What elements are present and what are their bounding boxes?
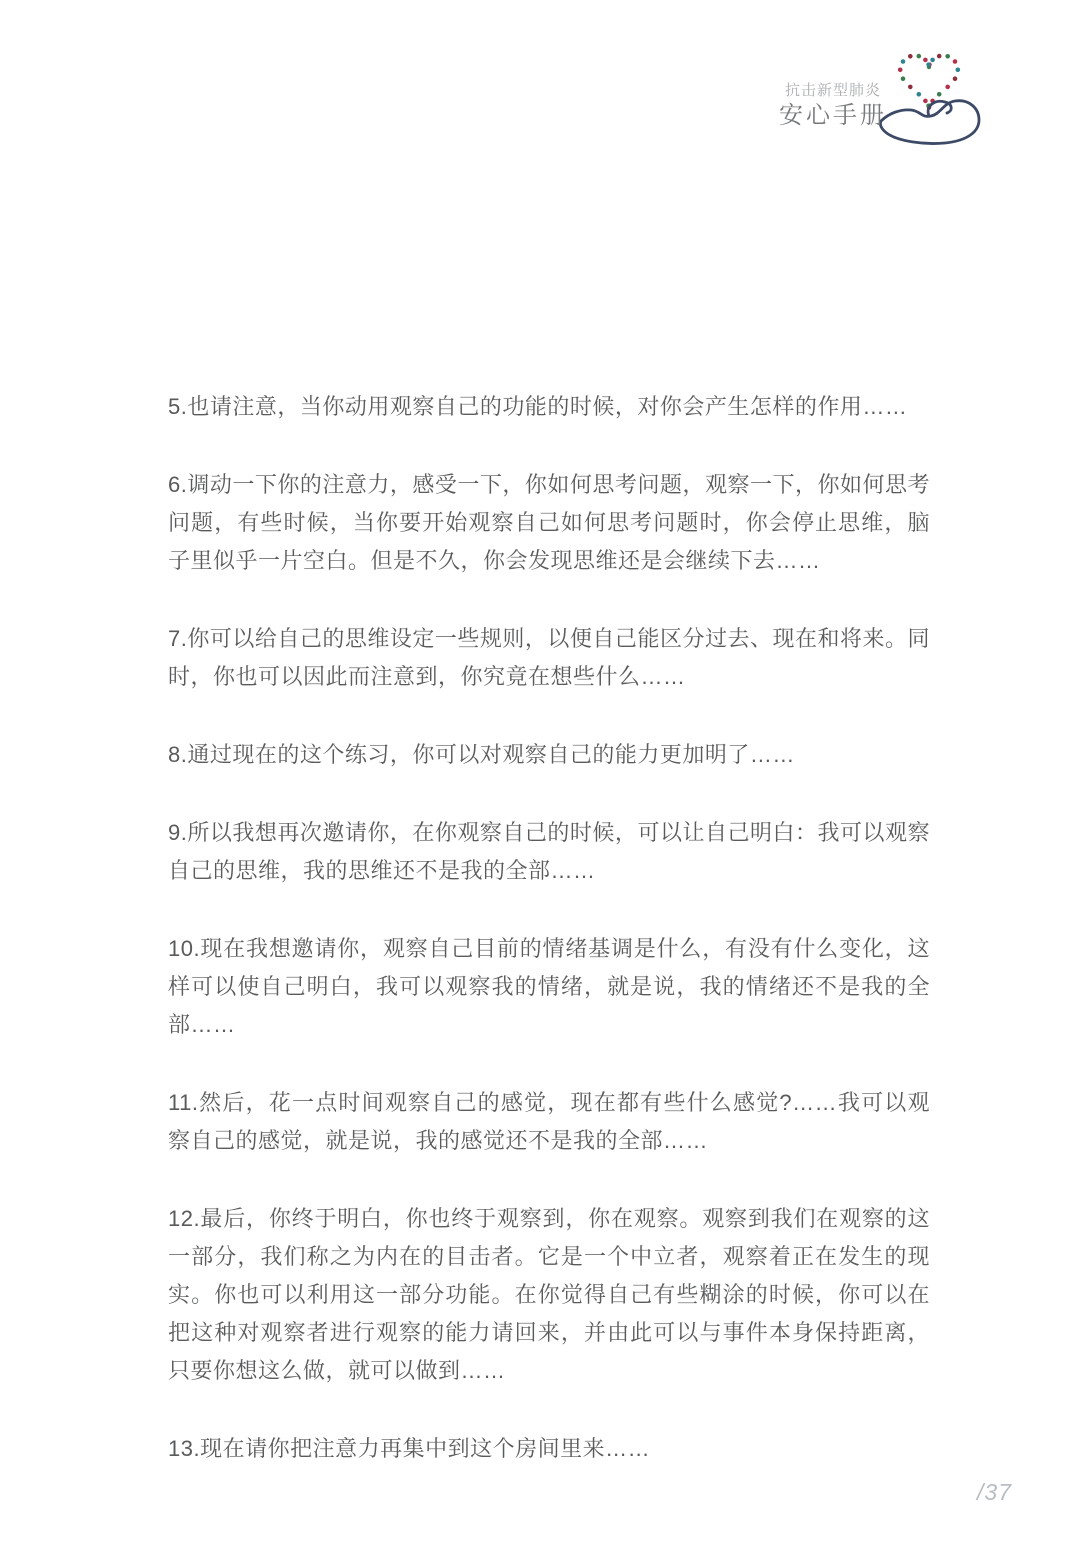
brand-subtitle: 抗击新型肺炎 <box>784 82 881 99</box>
paragraph-7: 7.你可以给自己的思维设定一些规则，以便自己能区分过去、现在和将来。同时，你也可以因此而注意到，你究竟在想些什么…… <box>168 626 930 689</box>
brand-title: 安心手册 <box>779 102 887 129</box>
brand-logo <box>873 45 985 149</box>
paragraph-6: 6.调动一下你的注意力，感受一下，你如何思考问题，观察一下，你如何思考问题，有些时候，当你要开始观察自己如何思考问题时，你会停止思维，脑子里似乎一片空白。但是不久，你会发现思维还是会继续下去…… <box>168 472 930 573</box>
page-header <box>779 45 985 149</box>
hand-icon <box>880 101 979 144</box>
paragraph-13: 13.现在请你把注意力再集中到这个房间里来…… <box>168 1436 651 1461</box>
paragraph-8: 8.通过现在的这个练习，你可以对观察自己的能力更加明了…… <box>168 742 795 767</box>
brand-text <box>779 81 887 131</box>
paragraph-5: 5.也请注意，当你动用观察自己的功能的时候，对你会产生怎样的作用…… <box>168 394 908 419</box>
body-text <box>168 388 930 1468</box>
paragraph-11: 11.然后，花一点时间观察自己的感觉，现在都有些什么感觉?……我可以观察自己的感觉，就是说，我的感觉还不是我的全部…… <box>168 1090 930 1153</box>
paragraph-10: 10.现在我想邀请你，观察自己目前的情绪基调是什么，有没有什么变化，这样可以使自己明白，我可以观察我的情绪，就是说，我的情绪还不是我的全部…… <box>168 936 930 1037</box>
paragraph-12: 12.最后，你终于明白，你也终于观察到，你在观察。观察到我们在观察的这一部分，我们称之为内在的目击者。它是一个中立者，观察着正在发生的现实。你也可以利用这一部分功能。在你觉得自己有些糊涂的时候，你可以在把这种对观察者进行观察的能力请回来，并由此可以与事件本身保持距离，只要你想这么做，就可以做到…… <box>168 1206 930 1383</box>
paragraph-9: 9.所以我想再次邀请你，在你观察自己的时候，可以让自己明白：我可以观察自己的思维，我的思维还不是我的全部…… <box>168 820 930 883</box>
page-number: /37 <box>977 1479 1012 1505</box>
